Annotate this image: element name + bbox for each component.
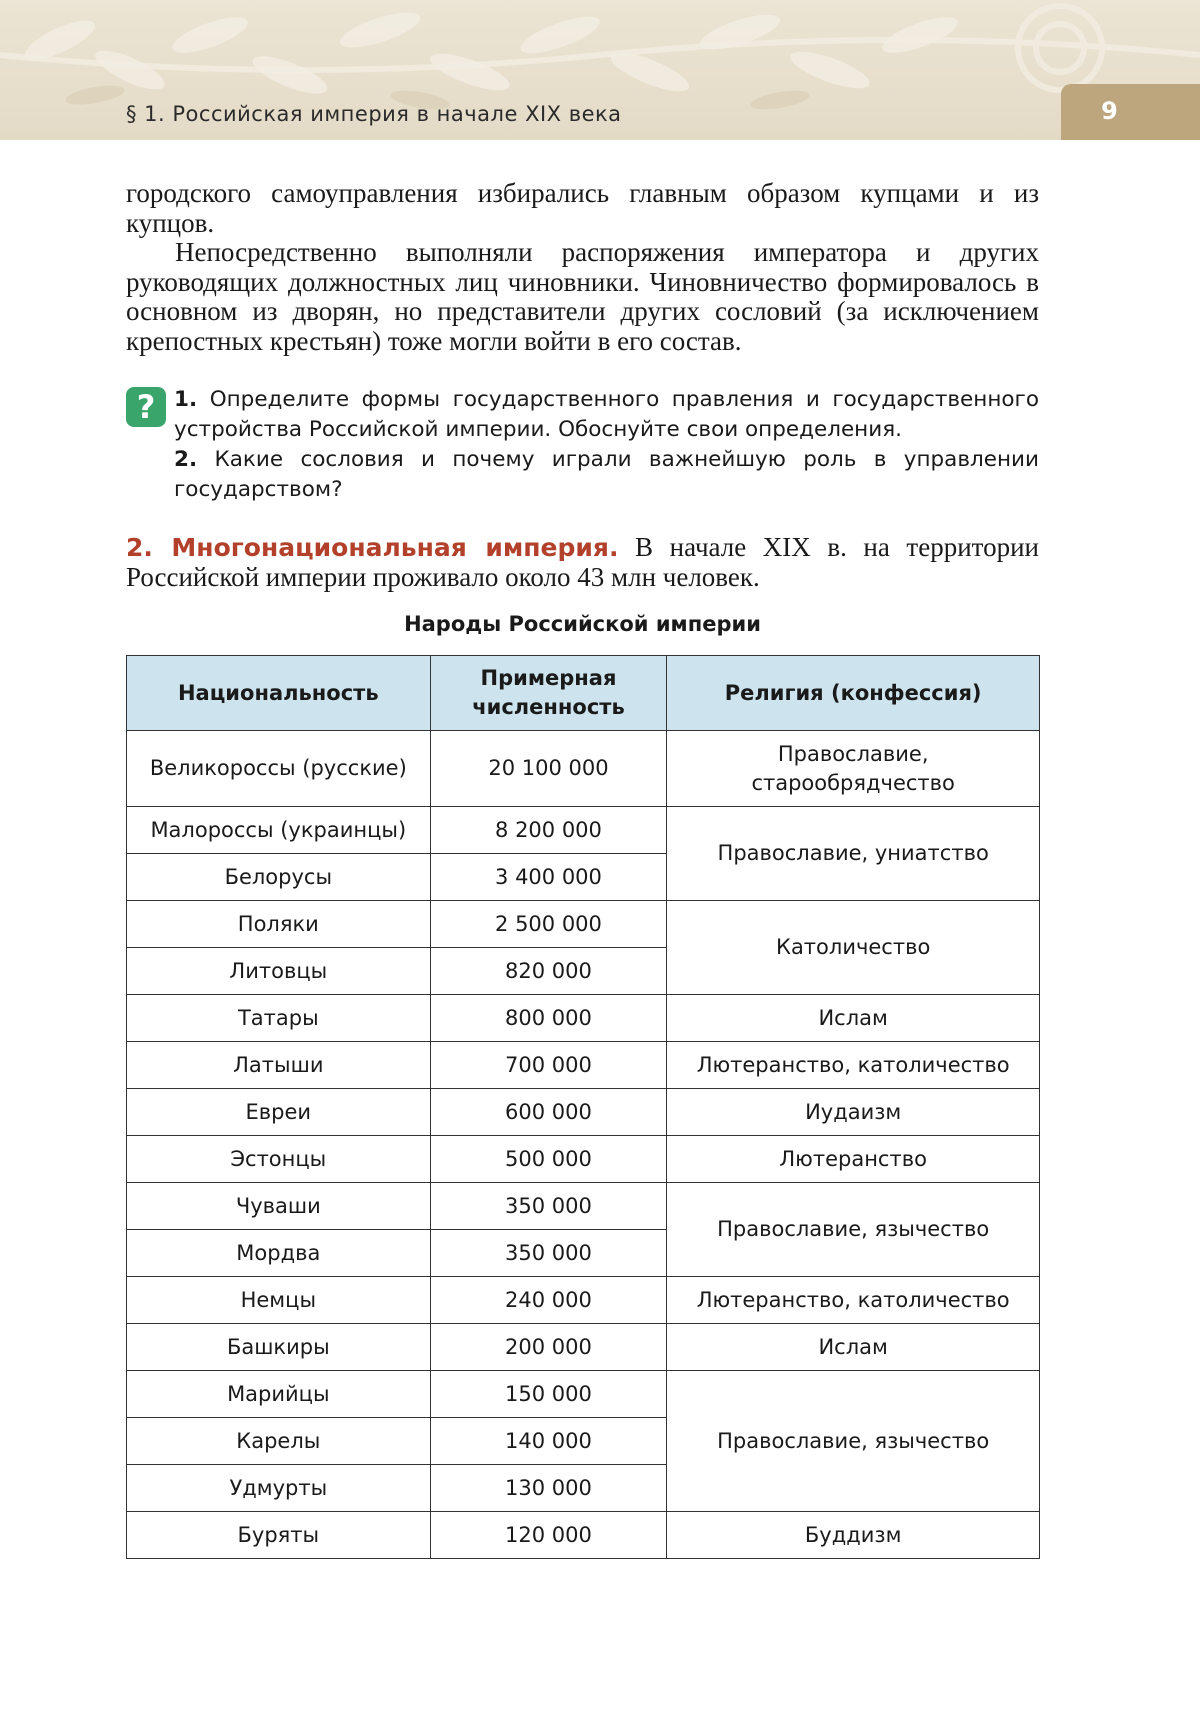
cell-nationality: Поляки [127, 901, 431, 948]
cell-population: 800 000 [430, 995, 667, 1042]
table-row [127, 1512, 1040, 1559]
table-body [127, 731, 1040, 1559]
cell-religion: Лютеранство, католичество [667, 1042, 1040, 1089]
cell-nationality: Немцы [127, 1277, 431, 1324]
cell-population: 350 000 [430, 1230, 667, 1277]
table-row [127, 1089, 1040, 1136]
column-header-population: Примерная численность [430, 656, 667, 731]
body-paragraphs [126, 179, 1039, 356]
cell-nationality: Эстонцы [127, 1136, 431, 1183]
cell-population: 600 000 [430, 1089, 667, 1136]
table-row [127, 1324, 1040, 1371]
table-header-row [127, 656, 1040, 731]
cell-religion: Лютеранство [667, 1136, 1040, 1183]
question-2 [174, 445, 1039, 505]
cell-religion: Иудаизм [667, 1089, 1040, 1136]
cell-population: 820 000 [430, 948, 667, 995]
peoples-table [126, 655, 1040, 1559]
table-row [127, 1042, 1040, 1089]
cell-nationality: Чуваши [127, 1183, 431, 1230]
cell-religion: Православие, униатство [667, 807, 1040, 901]
cell-nationality: Евреи [127, 1089, 431, 1136]
cell-religion: Буддизм [667, 1512, 1040, 1559]
cell-population: 350 000 [430, 1183, 667, 1230]
questions-text [174, 385, 1039, 505]
table-row [127, 1136, 1040, 1183]
cell-nationality: Латыши [127, 1042, 431, 1089]
running-title: § 1. Российская империя в начале XIX века [126, 102, 622, 126]
table-row [127, 1371, 1040, 1418]
cell-population: 200 000 [430, 1324, 667, 1371]
table-row [127, 995, 1040, 1042]
cell-religion: Православие, язычество [667, 1371, 1040, 1512]
cell-nationality: Башкиры [127, 1324, 431, 1371]
question-mark-icon: ? [126, 387, 166, 427]
question-1-text: Определите формы государственного правления и государственного устройства Российской империи. Обоснуйте свои определения. [174, 387, 1039, 442]
cell-nationality: Удмурты [127, 1465, 431, 1512]
cell-population: 140 000 [430, 1418, 667, 1465]
page-number-tab [1061, 84, 1200, 140]
question-1 [174, 385, 1039, 445]
cell-population: 150 000 [430, 1371, 667, 1418]
column-header-religion: Религия (конфессия) [667, 656, 1040, 731]
cell-nationality: Карелы [127, 1418, 431, 1465]
table-caption: Народы Российской империи [404, 612, 761, 636]
cell-population: 500 000 [430, 1136, 667, 1183]
cell-nationality: Марийцы [127, 1371, 431, 1418]
cell-religion: Православие, язычество [667, 1183, 1040, 1277]
cell-religion: Лютеранство, католичество [667, 1277, 1040, 1324]
cell-nationality: Буряты [127, 1512, 431, 1559]
section-heading: 2. Многонациональная империя. [126, 533, 619, 562]
section-text: В начале XIX в. на территории Российской империи проживало около 43 млн человек. [126, 532, 1040, 592]
cell-nationality: Мордва [127, 1230, 431, 1277]
question-2-text: Какие сословия и почему играли важнейшую роль в управлении государством? [174, 447, 1039, 502]
cell-population: 3 400 000 [430, 854, 667, 901]
cell-nationality: Великороссы (русские) [127, 731, 431, 807]
page-header [0, 0, 1200, 140]
cell-nationality: Литовцы [127, 948, 431, 995]
question-1-number: 1. [174, 387, 198, 412]
table-row [127, 1277, 1040, 1324]
paragraph-officials: Непосредственно выполняли распоряжения императора и других руководящих должностных лиц чиновники. Чиновничество формировалось в основном из дворян, но представители других сословий (за исключением крепостных крестьян) тоже могли войти в его состав. [126, 237, 1039, 356]
cell-population: 120 000 [430, 1512, 667, 1559]
cell-nationality: Малороссы (украинцы) [127, 807, 431, 854]
cell-population: 2 500 000 [430, 901, 667, 948]
table-row [127, 1183, 1040, 1230]
column-header-nationality: Национальность [127, 656, 431, 731]
cell-religion: Католичество [667, 901, 1040, 995]
cell-population: 240 000 [430, 1277, 667, 1324]
paragraph-continuation: городского самоуправления избирались главным образом купцами и из купцов. [126, 178, 1039, 238]
table-row [127, 731, 1040, 807]
cell-religion: Ислам [667, 1324, 1040, 1371]
question-2-number: 2. [174, 447, 198, 472]
cell-nationality: Белорусы [127, 854, 431, 901]
cell-population: 130 000 [430, 1465, 667, 1512]
table-row [127, 901, 1040, 948]
section-2 [126, 533, 1039, 592]
cell-population: 20 100 000 [430, 731, 667, 807]
cell-religion: Ислам [667, 995, 1040, 1042]
cell-nationality: Татары [127, 995, 431, 1042]
table-row [127, 807, 1040, 854]
cell-population: 8 200 000 [430, 807, 667, 854]
cell-religion: Православие, старообрядчество [667, 731, 1040, 807]
page-number: 9 [1101, 97, 1118, 125]
cell-population: 700 000 [430, 1042, 667, 1089]
